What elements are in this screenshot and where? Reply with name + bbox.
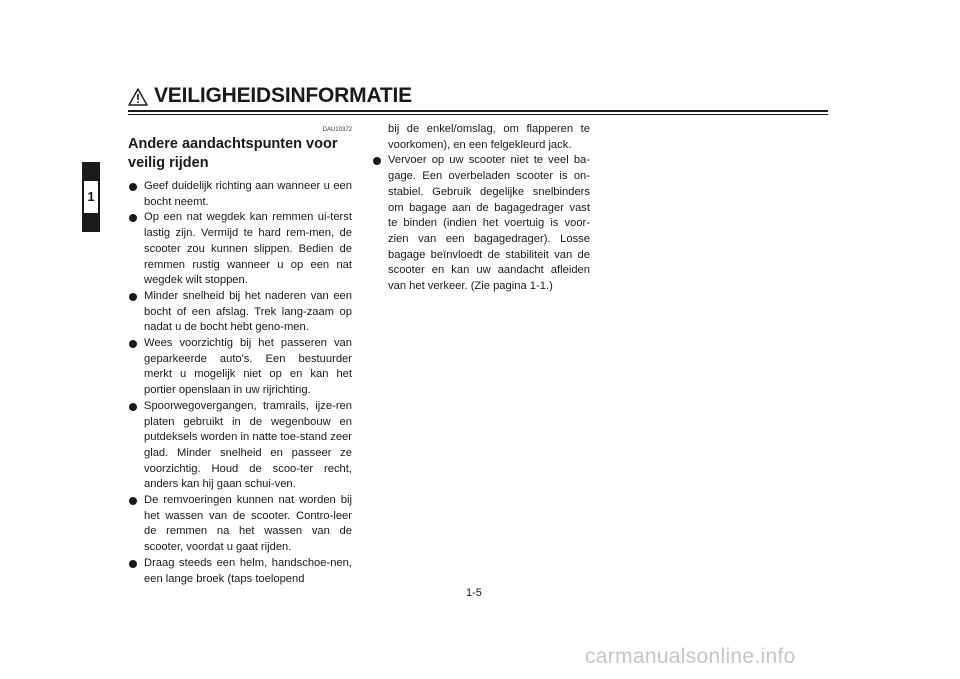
- list-item-text: Draag steeds een helm, handschoe-nen, een lange broek (taps toelopend: [144, 556, 352, 585]
- left-bullet-list: [128, 179, 352, 587]
- list-item: [128, 336, 352, 399]
- bullet-icon: [129, 497, 137, 505]
- header-rule-thin: [128, 114, 828, 115]
- warning-triangle-icon: [128, 88, 148, 106]
- list-item: [128, 289, 352, 336]
- bullet-icon: [129, 560, 137, 568]
- right-column: [372, 122, 590, 295]
- page-header: [128, 86, 828, 110]
- list-item: [128, 556, 352, 587]
- list-item: [128, 179, 352, 210]
- list-item-text: Geef duidelijk richting aan wanneer u een bocht neemt.: [144, 180, 352, 208]
- bullet-icon: [129, 293, 137, 301]
- continued-text: bij de enkel/omslag, om flapperen te voorkomen), en een felgekleurd jack.: [388, 123, 590, 151]
- chapter-tab-number: 1: [84, 181, 98, 213]
- bullet-icon: [129, 403, 137, 411]
- list-item-text: Wees voorzichtig bij het passeren van geparkeerde auto's. Een bestuurder merkt u mogelijk niet op en kan het portier openslaan in uw rijrichting.: [144, 337, 352, 397]
- list-item-text: Minder snelheid bij het naderen van een bocht of een afslag. Trek lang-zaam op nadat u de bocht hebt geno-men.: [144, 289, 352, 334]
- watermark: carmanualsonline.info: [585, 645, 796, 668]
- list-item-text: Vervoer op uw scooter niet te veel ba-gage. Een overbeladen scooter is on-stabiel. Gebruik degelijke snelbinders om bagage aan de bagagedrager vast te binden (indien het voertuig is voor-zien van een bagagedrager). Losse bagage beïnvloedt de stabiliteit van de scooter en kan uw aandacht afleiden van het verkeer. (Zie pagina 1-1.): [388, 154, 590, 293]
- header-title: VEILIGHEIDSINFORMATIE: [154, 84, 412, 107]
- list-item: [128, 399, 352, 493]
- page-number: 1-5: [466, 587, 482, 599]
- section-title-line2: veilig rijden: [128, 155, 209, 171]
- section-title: [128, 135, 352, 173]
- list-item-text: De remvoeringen kunnen nat worden bij het wassen van de scooter. Contro-leer de remmen na het wassen van de scooter, voordat u gaat rijden.: [144, 494, 352, 554]
- list-item-text: Spoorwegovergangen, tramrails, ijze-ren platen gebruikt in de wegenbouw en putdeksels worden in natte toe-stand zeer glad. Minder snelheid en passeer ze voorzichtig. Houd de scoo-ter recht, anders kan hij gaan schui-ven.: [144, 399, 352, 491]
- list-item: [128, 493, 352, 556]
- section-title-line1: Andere aandachtspunten voor: [128, 136, 338, 152]
- bullet-icon: [129, 340, 137, 348]
- list-item: [372, 153, 590, 294]
- left-column: [128, 125, 352, 587]
- header-rule-thick: [128, 110, 828, 112]
- right-bullet-list: [372, 153, 590, 294]
- list-item-text: Op een nat wegdek kan remmen ui-terst lastig zijn. Vermijd te hard rem-men, de scooter zou kunnen slippen. Bedien de remmen rustig wanneer u op een nat wegdek wilt stoppen.: [144, 211, 352, 287]
- bullet-icon: [129, 214, 137, 222]
- bullet-icon: [373, 157, 381, 165]
- bullet-icon: [129, 183, 137, 191]
- section-code: DAU10372: [322, 127, 352, 133]
- list-item: [128, 210, 352, 289]
